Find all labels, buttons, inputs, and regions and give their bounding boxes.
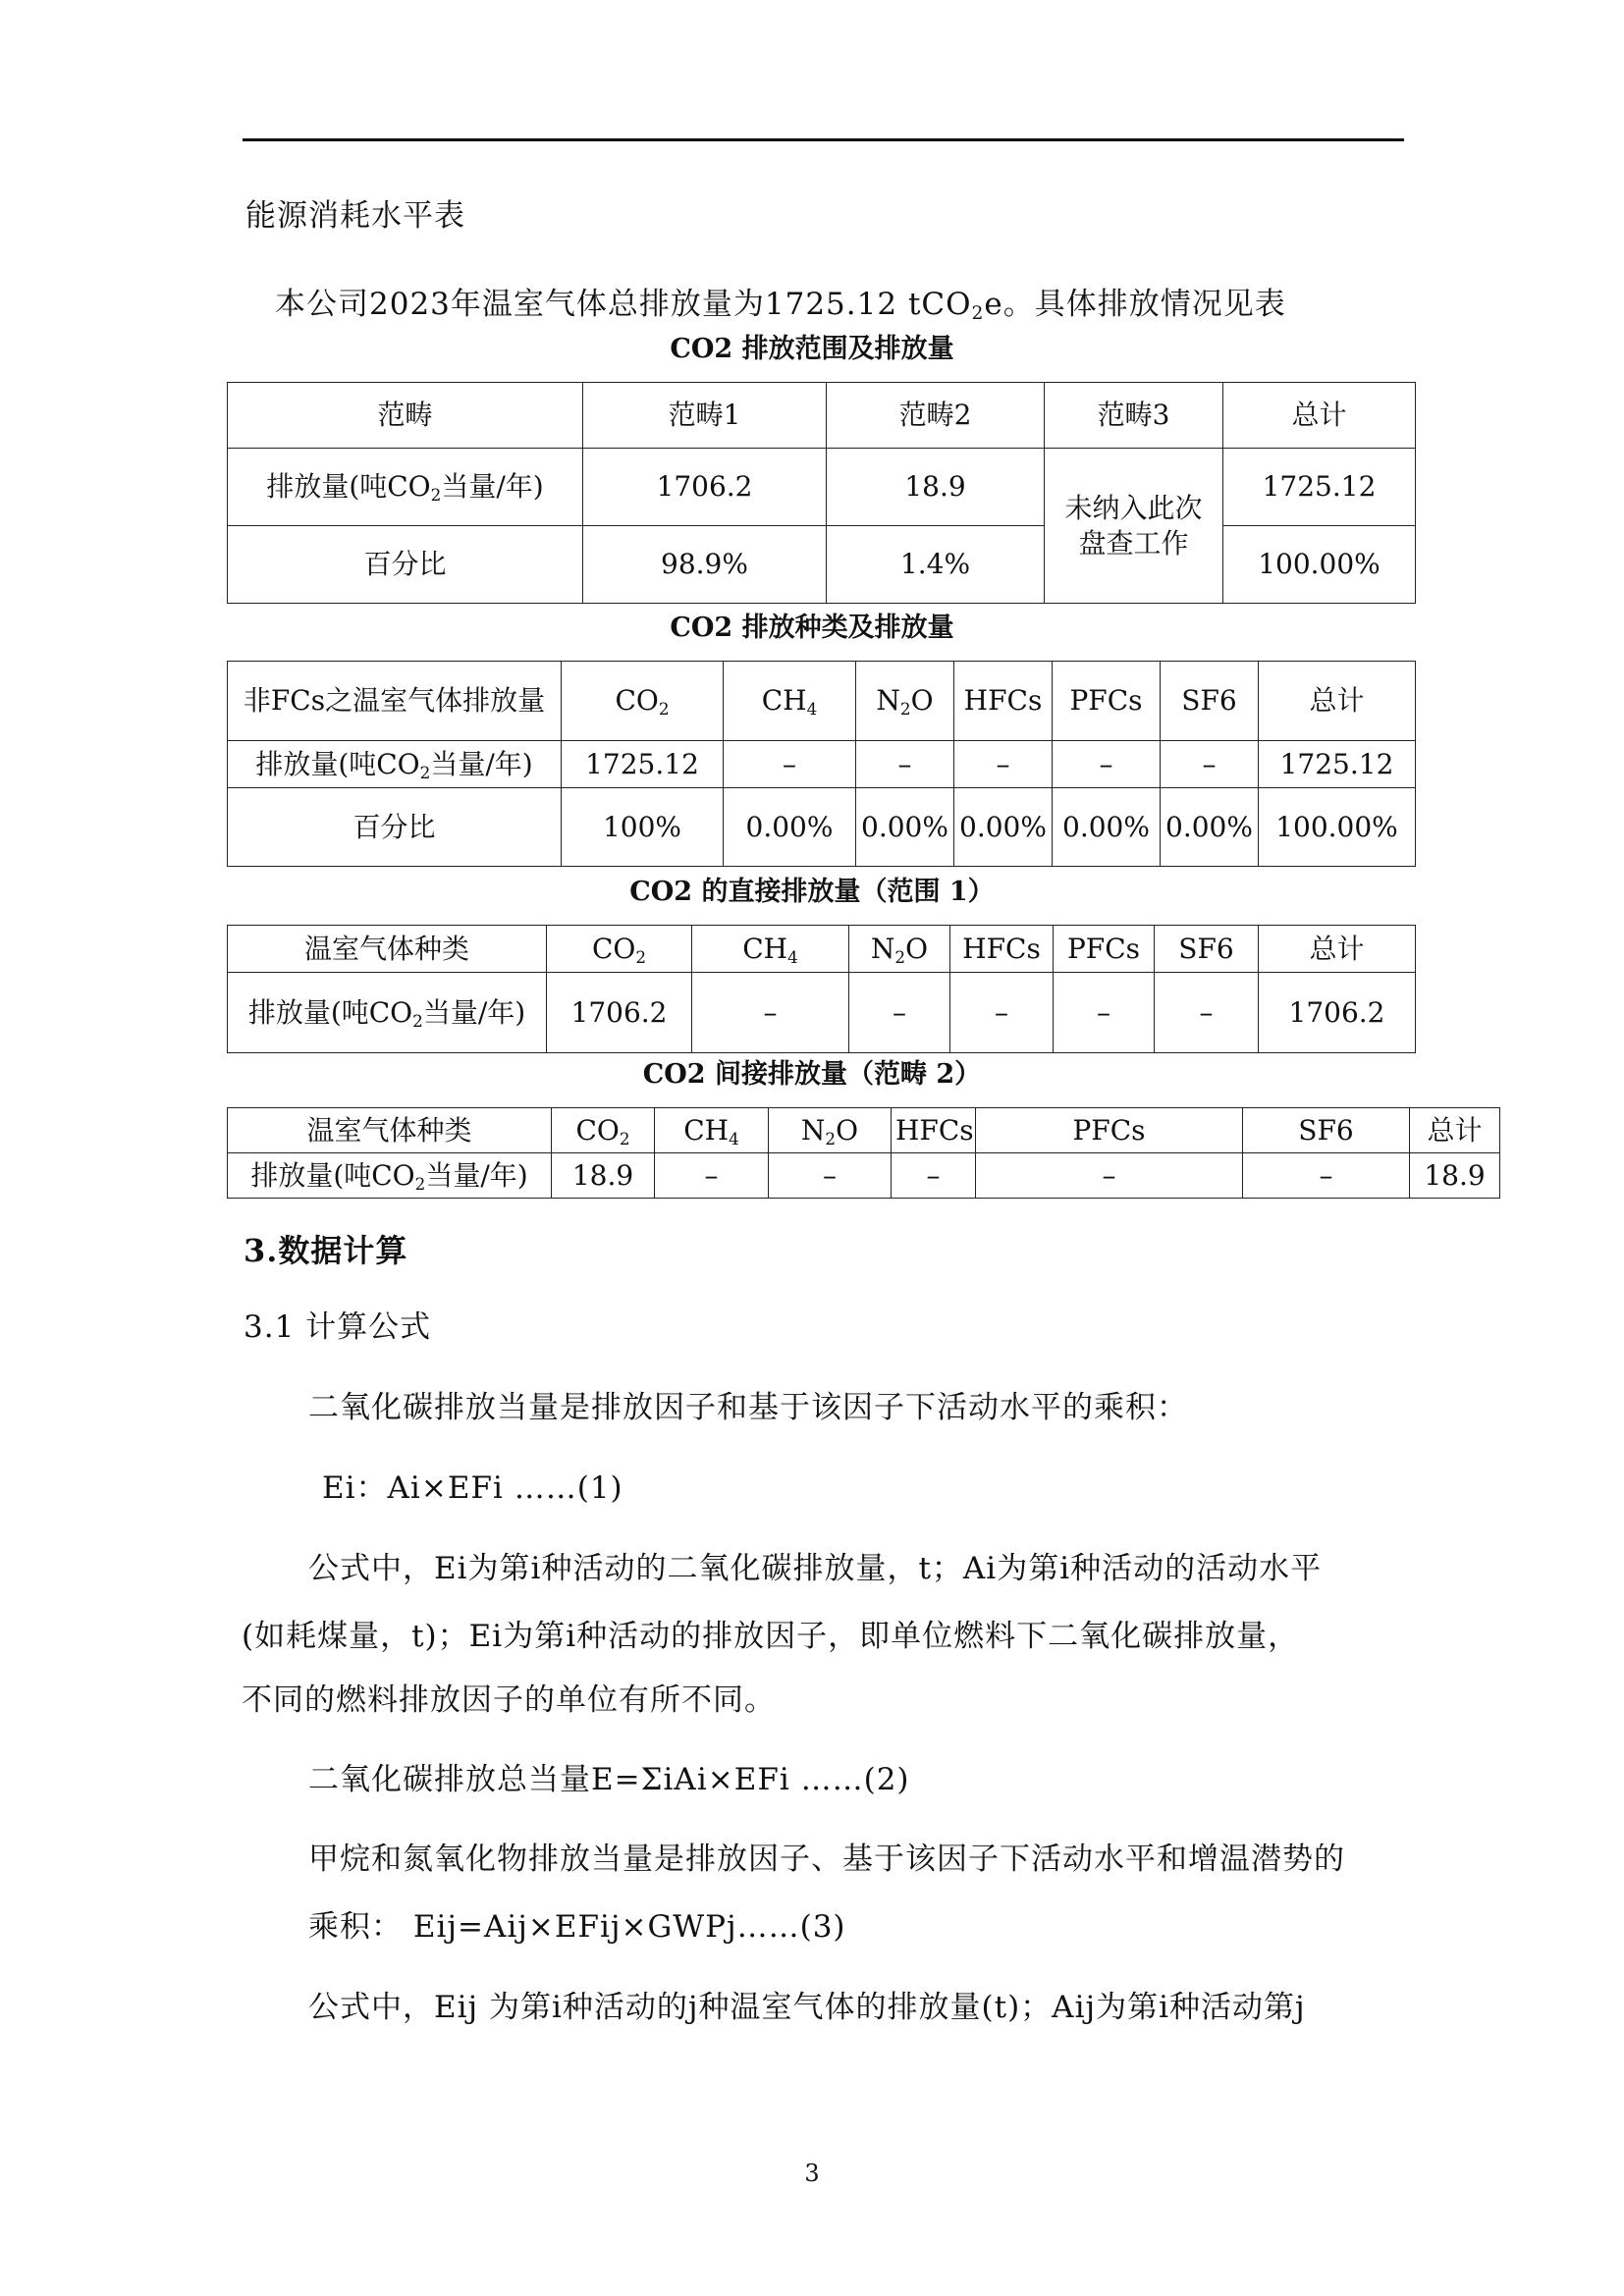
header-cell: $N_2O$ [856,662,954,741]
value-cell: – [769,1153,892,1199]
header-cell: HFCs [954,662,1053,741]
header-cell: 范畴2 [827,383,1045,449]
formula-1: Ei：Ai×EFi ……(1) [322,1470,623,1506]
paragraph-line: 不同的燃料排放因子的单位有所不同。 [242,1682,776,1718]
table-row [228,788,1416,867]
header-cell: 总计 [1259,662,1416,741]
header-cell: 总计 [1259,926,1416,973]
header-cell: 范畴3 [1045,383,1223,449]
value-cell: – [724,741,856,788]
table-row [228,662,1416,741]
value-cell: – [954,741,1053,788]
value-cell: – [1054,973,1155,1053]
gas-type-table [227,661,1416,867]
value-cell: 1725.12 [1223,449,1416,526]
page-number: 3 [804,2160,820,2187]
header-cell: $CH_4$ [724,662,856,741]
value-cell: 100.00% [1223,526,1416,604]
value-cell: 18.9 [827,449,1045,526]
header-cell: $CO_2$ [552,1108,655,1153]
paragraph-line: 公式中，Eij 为第i种活动的j种温室气体的排放量(t)；Aij为第i种活动第j [308,1990,1306,2025]
scope3-note-cell: 未纳入此次盘查工作 [1045,449,1223,604]
value-cell: 0.00% [1161,788,1259,867]
value-cell: – [849,973,950,1053]
formula-3: 乘积： Eij=Aij×EFij×GWPj……(3) [308,1909,846,1945]
value-cell: 0.00% [724,788,856,867]
table-row [228,741,1416,788]
row-label-cell: 排放量(吨$CO_2$当量/年) [228,449,583,526]
value-cell: – [1053,741,1161,788]
intro-label: 能源消耗水平表 [245,198,465,234]
value-cell: – [692,973,849,1053]
header-cell: 非FCs之温室气体排放量 [228,662,562,741]
value-cell: 1706.2 [1259,973,1416,1053]
header-cell: HFCs [892,1108,976,1153]
table1-caption: CO2 排放范围及排放量 [670,334,954,364]
summary-sub: 2 [971,303,985,324]
table-row [228,973,1416,1053]
value-cell: – [856,741,954,788]
value-cell: 100% [562,788,724,867]
table-row [228,526,1416,604]
value-cell: – [1155,973,1259,1053]
table-row [228,1108,1500,1153]
value-cell: 18.9 [552,1153,655,1199]
summary-pre: 本公司2023年温室气体总排放量为1725.12 tCO [275,287,972,322]
value-cell: 0.00% [1053,788,1161,867]
subsection-title: 3.1 计算公式 [244,1309,432,1345]
paragraph-line: (如耗煤量，t)；Ei为第i种活动的排放因子，即单位燃料下二氧化碳排放量， [242,1619,1300,1654]
table4-caption: CO2 间接排放量（范畴 2） [642,1059,982,1090]
header-cell: $CH_4$ [692,926,849,973]
header-cell: $CO_2$ [547,926,692,973]
row-label-cell: 排放量(吨$CO_2$当量/年) [228,973,547,1053]
value-cell: 1.4% [827,526,1045,604]
header-cell: 总计 [1410,1108,1500,1153]
row-label-cell: 百分比 [228,788,562,867]
table-row [228,1153,1500,1199]
summary-line [275,285,1286,324]
value-cell: 1725.12 [1259,741,1416,788]
header-cell: SF6 [1155,926,1259,973]
header-rule [243,138,1404,141]
header-cell: SF6 [1161,662,1259,741]
value-cell: – [655,1153,769,1199]
value-cell: 18.9 [1410,1153,1500,1199]
value-cell: 0.00% [954,788,1053,867]
paragraph-line: 公式中，Ei为第i种活动的二氧化碳排放量，t；Ai为第i种活动的活动水平 [308,1551,1323,1586]
value-cell: – [1243,1153,1410,1199]
header-cell: PFCs [976,1108,1243,1153]
header-cell: $N_2O$ [769,1108,892,1153]
table-row [228,383,1416,449]
header-cell: 温室气体种类 [228,926,547,973]
value-cell: 0.00% [856,788,954,867]
formula-2: 二氧化碳排放总当量E=ΣiAi×EFi ……(2) [308,1762,910,1797]
header-cell: 总计 [1223,383,1416,449]
scope-table [227,382,1416,604]
table3-caption: CO2 的直接排放量（范围 1） [629,877,995,907]
value-cell: – [976,1153,1243,1199]
value-cell: 100.00% [1259,788,1416,867]
header-cell: SF6 [1243,1108,1410,1153]
value-cell: 1706.2 [583,449,827,526]
value-cell: – [950,973,1054,1053]
header-cell: $CO_2$ [562,662,724,741]
header-cell: $N_2O$ [849,926,950,973]
header-cell: 温室气体种类 [228,1108,552,1153]
value-cell: 1725.12 [562,741,724,788]
row-label-cell: 排放量(吨$CO_2$当量/年) [228,1153,552,1199]
header-cell: HFCs [950,926,1054,973]
paragraph-line: 二氧化碳排放当量是排放因子和基于该因子下活动水平的乘积： [308,1390,1188,1425]
table-row [228,449,1416,526]
table-row [228,926,1416,973]
value-cell: 98.9% [583,526,827,604]
table2-caption: CO2 排放种类及排放量 [670,613,954,643]
header-cell: 范畴 [228,383,583,449]
value-cell: – [892,1153,976,1199]
scope2-table [227,1107,1500,1199]
header-cell: 范畴1 [583,383,827,449]
header-cell: $CH_4$ [655,1108,769,1153]
row-label-cell: 排放量(吨$CO_2$当量/年) [228,741,562,788]
header-cell: PFCs [1054,926,1155,973]
value-cell: – [1161,741,1259,788]
scope1-table [227,925,1416,1053]
section-title: 3.数据计算 [244,1232,408,1269]
header-cell: PFCs [1053,662,1161,741]
paragraph-line: 甲烷和氮氧化物排放当量是排放因子、基于该因子下活动水平和增温潜势的 [308,1842,1345,1877]
row-label-cell: 百分比 [228,526,583,604]
summary-post: e。具体排放情况见表 [984,287,1286,322]
value-cell: 1706.2 [547,973,692,1053]
